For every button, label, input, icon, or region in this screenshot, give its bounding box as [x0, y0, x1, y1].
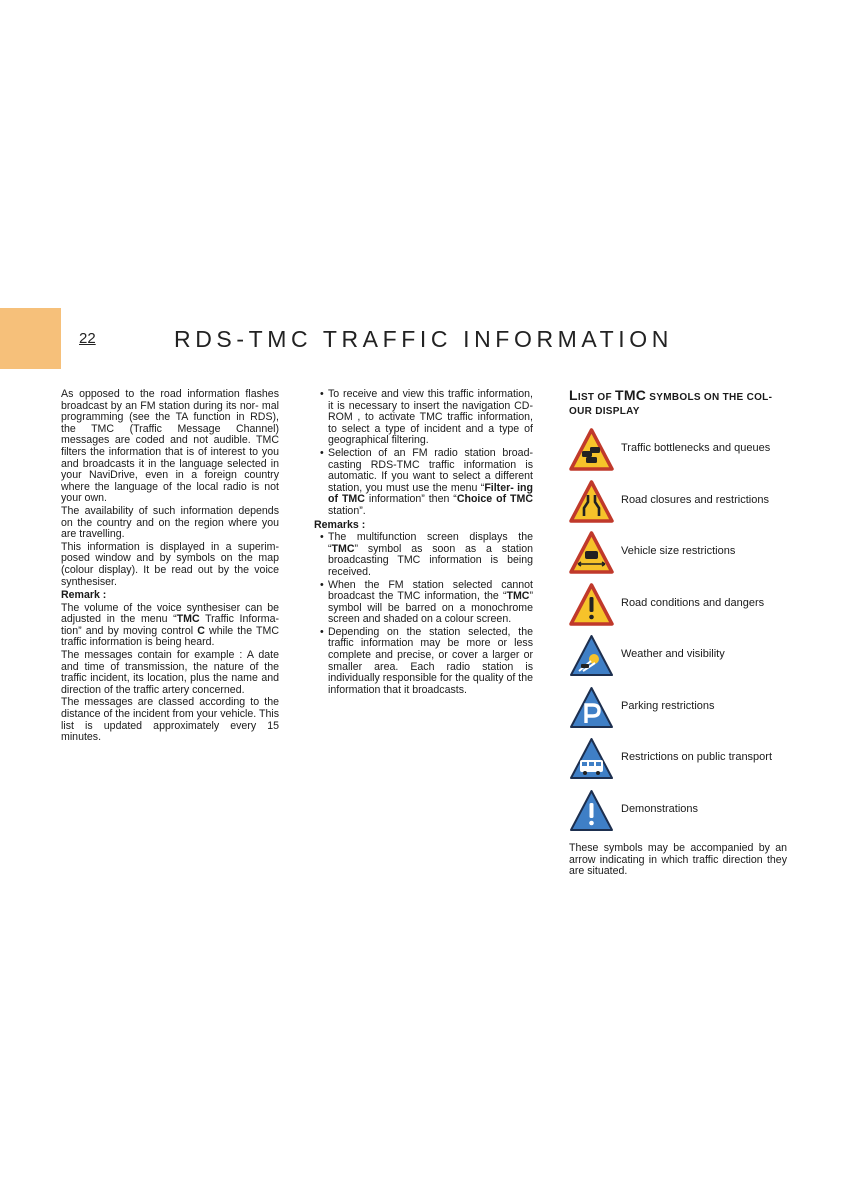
chapter-tab — [0, 308, 61, 369]
symbol-row — [569, 685, 787, 737]
symbol-label: Road closures and restrictions — [621, 493, 769, 506]
page-title: RDS-TMC TRAFFIC INFORMATION — [174, 326, 673, 352]
traffic-queue-warning-icon — [569, 427, 614, 473]
symbol-row — [569, 788, 787, 840]
symbol-label: Parking restrictions — [621, 699, 715, 712]
symbol-label: Weather and visibility — [621, 648, 725, 660]
column-1 — [61, 389, 279, 745]
vehicle-width-warning-icon — [569, 530, 614, 576]
symbols-list-title: LIST OF TMC SYMBOLS ON THE COL- OUR DISPLAY — [569, 387, 773, 417]
demonstration-icon — [569, 788, 614, 834]
bullet-list — [314, 532, 533, 696]
symbol-row — [569, 427, 787, 479]
symbol-row — [569, 633, 787, 685]
bullet-list — [314, 389, 533, 518]
paragraph: The volume of the voice synthesiser can be adjusted in the menu “TMC Traffic Informa- tion” and by moving control C while the TMC traffic information is being heard. — [61, 601, 280, 649]
list-item: • The multifunction screen displays the “TMC” symbol as soon as a station broadcasting TMC information is being received. — [314, 532, 533, 578]
symbol-row — [569, 736, 787, 788]
symbol-row — [569, 479, 787, 531]
symbol-label: Road conditions and dangers — [621, 596, 765, 609]
parking-icon — [569, 685, 614, 731]
column-3 — [569, 388, 787, 879]
weather-visibility-icon — [569, 633, 614, 679]
public-transport-icon — [569, 736, 614, 782]
remark-heading: Remark : — [61, 589, 107, 602]
symbols-note: These symbols may be accompanied by an arrow indicating in which traffic direction they are situated. — [569, 842, 787, 878]
list-item: • Selection of an FM radio station broad- casting RDS-TMC traffic information is automatic. If you want to select a different station, you must use the menu “Filter- ing of TMC information” then “Choice of TMC station”. — [314, 448, 533, 518]
remarks-heading: Remarks : — [314, 518, 366, 531]
symbol-label: Restrictions on public transport — [621, 751, 773, 763]
page-number: 22 — [79, 330, 96, 347]
symbol-label: Demonstrations — [621, 802, 699, 815]
paragraph: As opposed to the road information flashes broadcast by an FM station during its nor- mal programming (see the TA function in RDS), the TMC (Traffic Message Channel) messages are coded and not audible. TMC filters the information that is of interest to you and broadcasts it in the language selected in your NaviDrive, even in a foreign country where the language of the local radio is not your own. — [61, 388, 279, 505]
symbol-row — [569, 530, 787, 582]
symbol-label: Traffic bottlenecks and queues — [621, 442, 771, 454]
paragraph: The availability of such information depends on the country and on the region where you are travelling. — [61, 504, 279, 541]
symbol-row — [569, 582, 787, 634]
paragraph: The messages are classed according to the distance of the incident from your vehicle. This list is updated approximately every 15 minutes. — [61, 696, 279, 744]
list-item: • When the FM station selected cannot broadcast the TMC information, the “TMC” symbol will be barred on a monochrome screen and shaded on a colour screen. — [314, 580, 533, 626]
paragraph: This information is displayed in a superim- posed window and by symbols on the map (colour display). It be read out by the voice synthesiser. — [61, 540, 279, 588]
symbol-label: Vehicle size restrictions — [621, 545, 736, 557]
paragraph: The messages contain for example : A date and time of transmission, the nature of the traffic incident, its location, plus the name and direction of the traffic artery concerned. — [61, 649, 279, 696]
column-2 — [314, 389, 533, 697]
list-item: • To receive and view this traffic information, it is necessary to insert the navigation CD- ROM , to activate TMC traffic information, to select a type of incident and a type of geographical filtering. — [314, 389, 533, 447]
list-item: • Depending on the station selected, the traffic information may be more or less complete and precise, or cover a larger or smaller area. Each radio station is individually responsible for the quality of the information that it broadcasts. — [314, 627, 533, 697]
general-danger-warning-icon — [569, 582, 614, 628]
road-narrowing-warning-icon — [569, 479, 614, 525]
